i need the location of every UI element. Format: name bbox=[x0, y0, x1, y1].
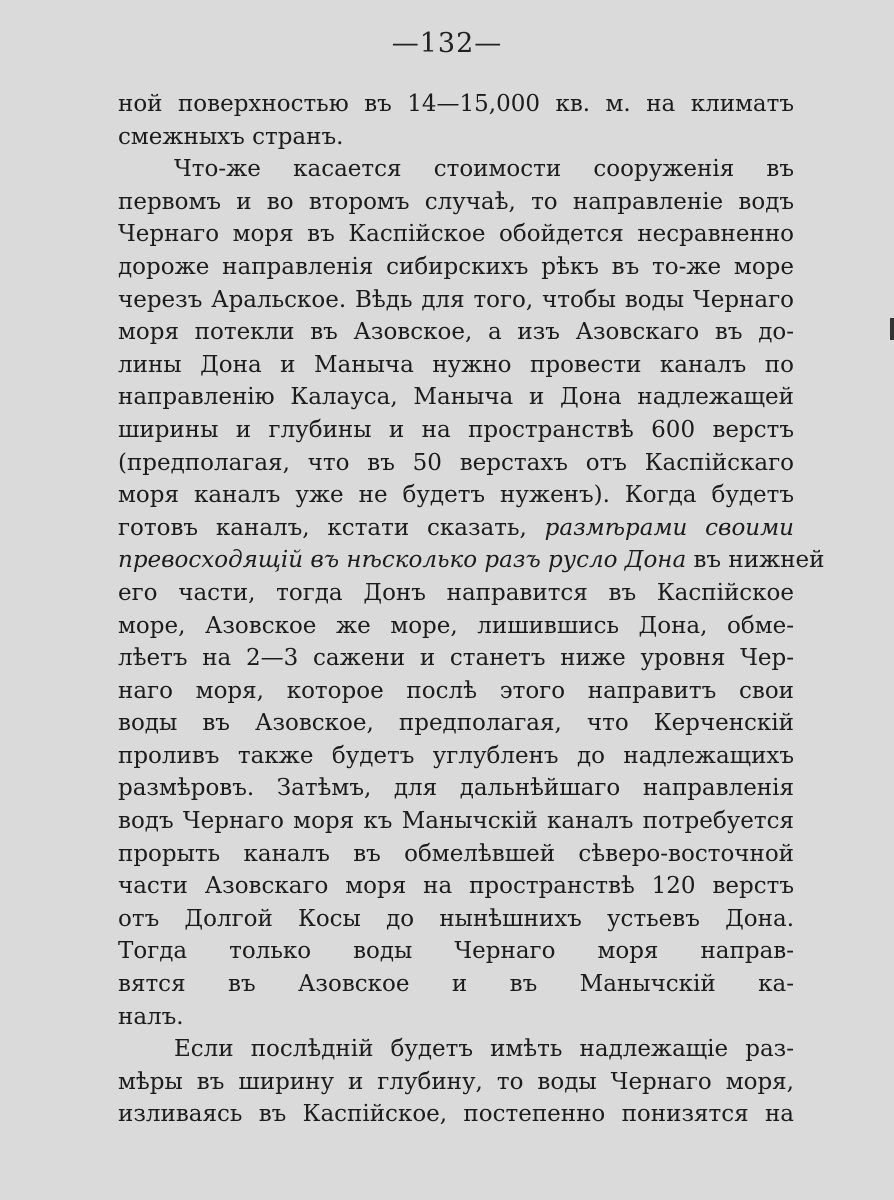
text-line: Чернаго моря въ Каспійское обойдется несравненно bbox=[118, 221, 794, 248]
text-line: моря каналъ уже не будетъ нуженъ). Когда будетъ bbox=[118, 482, 794, 509]
scan-edge-mark bbox=[890, 318, 894, 340]
text-line: Если послѣдній будетъ имѣть надлежащіе раз- bbox=[174, 1036, 794, 1063]
text-line: налъ. bbox=[118, 1003, 184, 1030]
text-line: лины Дона и Маныча нужно провести каналъ по bbox=[118, 351, 794, 378]
text-segment: готовъ каналъ, кстати сказать, bbox=[118, 514, 527, 541]
text-line: части Азовскаго моря на пространствѣ 120 верстъ bbox=[118, 873, 794, 900]
text-line: изливаясь въ Каспійское, постепенно понизятся на bbox=[118, 1101, 794, 1128]
italic-segment: размѣрами своими bbox=[544, 514, 794, 541]
page-number: —132— bbox=[391, 28, 503, 59]
text-line: море, Азовское же море, лишившись Дона, обме- bbox=[118, 612, 794, 639]
text-line: направленію Калауса, Маныча и Дона надлежащей bbox=[118, 384, 794, 411]
italic-segment: превосходящій въ нѣсколько разъ русло Дона bbox=[118, 547, 687, 574]
text-line: Тогда только воды Чернаго моря направ- bbox=[118, 938, 794, 965]
text-line: размѣровъ. Затѣмъ, для дальнѣйшаго направленія bbox=[118, 775, 794, 802]
text-line-mixed bbox=[118, 544, 825, 577]
text-line: первомъ и во второмъ случаѣ, то направленіе водъ bbox=[118, 188, 794, 215]
text-line: Что-же касается стоимости сооруженія въ bbox=[174, 156, 794, 183]
text-line: водъ Чернаго моря къ Манычскій каналъ потребуется bbox=[118, 808, 794, 835]
text-line: моря потекли въ Азовское, а изъ Азовскаго въ до- bbox=[118, 319, 794, 346]
text-line: ной поверхностью въ 14—15,000 кв. м. на климатъ bbox=[118, 91, 794, 117]
text-line: ширины и глубины и на пространствѣ 600 верстъ bbox=[118, 416, 794, 443]
text-line: отъ Долгой Косы до нынѣшнихъ устьевъ Дона. bbox=[118, 905, 794, 932]
text-line: наго моря, которое послѣ этого направитъ свои bbox=[118, 677, 794, 704]
text-line: его части, тогда Донъ направится въ Каспійское bbox=[118, 579, 794, 606]
page-text bbox=[118, 88, 825, 1131]
text-line: проливъ также будетъ углубленъ до надлежащихъ bbox=[118, 742, 794, 769]
text-line: мѣры въ ширину и глубину, то воды Чернаго моря, bbox=[118, 1068, 794, 1095]
text-line: дороже направленія сибирскихъ рѣкъ въ то-же море bbox=[118, 253, 794, 280]
text-line: (предполагая, что въ 50 верстахъ отъ Каспійскаго bbox=[118, 449, 794, 476]
text-line: прорыть каналъ въ обмелѣвшей сѣверо-восточной bbox=[118, 840, 794, 867]
text-segment: въ нижней bbox=[693, 547, 825, 574]
text-line: смежныхъ странъ. bbox=[118, 123, 344, 150]
text-line: лѣетъ на 2—3 сажени и станетъ ниже уровня Чер- bbox=[118, 645, 794, 672]
text-line-mixed bbox=[118, 512, 794, 545]
text-line: воды въ Азовское, предполагая, что Керченскій bbox=[118, 710, 794, 737]
text-line: вятся въ Азовское и въ Манычскій ка- bbox=[118, 971, 794, 998]
text-line: черезъ Аральское. Вѣдь для того, чтобы воды Чернаго bbox=[118, 286, 794, 313]
